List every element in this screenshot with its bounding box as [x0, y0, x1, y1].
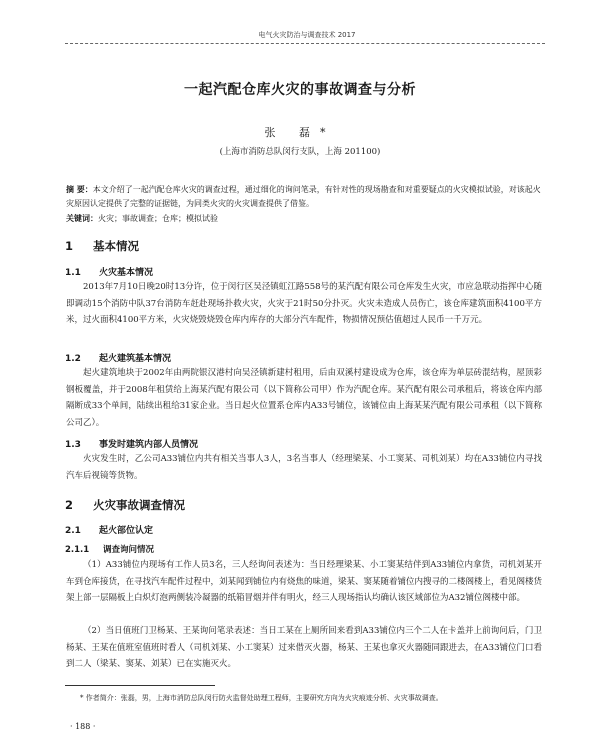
section-title: 起火部位认定 — [99, 526, 154, 536]
section-1-1-heading — [65, 265, 153, 278]
header-rule — [65, 43, 545, 44]
section-2-1-1-paragraph-2: （2）当日值班门卫杨某、王某询问笔录表述：当日工某在上厕所回来看到A33铺位内三个二人在卡盖并上前询问后，门卫杨某、王某在值班室值班时看人（司机刘某、小工窦某）过来借灭火器，杨某、王某也拿灭火器随同跟进去，在A33铺位门口看到二人（梁某、窦某、刘某）已在实施灭火。 — [66, 626, 542, 669]
section-number: 2 — [65, 498, 74, 512]
section-number: 1 — [65, 239, 74, 253]
article-title: 一起汽配仓库火灾的事故调查与分析 — [184, 82, 416, 98]
section-1-2-heading — [65, 351, 171, 364]
keywords — [66, 212, 542, 226]
section-number: 1.1 — [65, 268, 81, 278]
author-affiliation: (上海市消防总队闵行支队，上海 201100) — [219, 147, 381, 157]
section-title: 调查询问情况 — [103, 545, 155, 555]
section-title: 起火建筑基本情况 — [99, 354, 172, 364]
section-1-1-paragraph: 2013年7月10日晚20时13分许，位于闵行区吴泾镇虹江路558号的某汽配有限公司仓库发生火灾，市应急联动指挥中心随即调动15个消防中队37台消防车赶赴现场扑救火灾，火灾于21时50分扑灭。火灾未造成人员伤亡，该仓库建筑面积4100平方米，过火面积4100平方米，火灾烧毁烧毁仓库内库存的大部分汽车配件，物损情况预估值超过人民币一千万元。 — [66, 282, 542, 325]
section-2-heading — [65, 497, 185, 513]
section-2-1-heading — [65, 523, 153, 536]
section-title: 火灾基本情况 — [99, 268, 154, 278]
section-title: 基本情况 — [93, 239, 139, 253]
author-footnote: * 作者简介：张磊，男，上海市消防总队闵行防火监督处助理工程师，主要研究方向为火灾痕迹分析、火灾事故调查。 — [80, 694, 443, 702]
page-number: · 188 · — [70, 722, 96, 731]
running-head: 电气火灾防治与调查技术 2017 — [258, 31, 356, 39]
section-number: 2.1.1 — [65, 545, 90, 555]
section-2-1-1-heading — [65, 543, 154, 555]
section-2-1-1-paragraph-1: （1）A33铺位内现场有工作人员3名，三人经询问表述为：当日经理梁某、小工窦某结伴到A33铺位内拿货，司机刘某开车到仓库接货，在寻找汽车配件过程中，刘某闻到铺位内有烧焦的味道，梁某、窦某随着铺位内搜寻的二楼阁楼上，看见阁楼货架上部一层隔板上白炽灯泡两侧装冷凝器的纸箱冒烟并伴有明火，经三人现场指认均确认该区域部位为A32铺位阁楼中部。 — [66, 560, 543, 603]
author-name: 张 磊* — [264, 126, 336, 139]
section-1-3-paragraph: 火灾发生时，乙公司A33铺位内共有相关当事人3人，3名当事人（经理梁某、小工窦某、司机刘某）均在A33铺位内寻找汽车后视镜等货物。 — [66, 454, 542, 481]
section-1-3-heading — [65, 437, 198, 450]
abstract — [66, 183, 542, 211]
abstract-label: 摘 要： — [66, 185, 93, 194]
section-title: 火灾事故调查情况 — [93, 498, 185, 512]
section-1-2-paragraph: 起火建筑地块于2002年由两院银汉港村向吴泾镇新建村租用，后由双溪村建设成为仓库，该仓库为单层砖混结构，屋顶彩钢板覆盖，并于2008年租赁给上海某汽配有限公司（以下简称公司甲）作为汽配仓库。某汽配有限公司承租后，将该仓库内部隔断成33个单间，陆续出租给31家企业。当日起火位置系仓库内A33号铺位，该铺位由上海某某汽配有限公司承租（以下简称公司乙）。 — [66, 368, 542, 428]
section-title: 事发时建筑内部人员情况 — [99, 440, 199, 450]
keywords-label: 关键词： — [66, 214, 98, 223]
section-1-heading — [65, 238, 139, 254]
section-number: 1.2 — [65, 354, 81, 364]
footnote-rule — [65, 685, 215, 686]
section-number: 2.1 — [65, 526, 81, 536]
section-number: 1.3 — [65, 440, 81, 450]
keywords-text: 火灾；事故调查；仓库；模拟试验 — [98, 214, 218, 223]
abstract-text: 本文介绍了一起汽配仓库火灾的调查过程，通过细化的询问笔录，有针对性的现场勘查和对重要疑点的火灾模拟试验，对该起火灾原因认定提供了完整的证据链，为同类火灾的火灾调查提供了借鉴。 — [66, 185, 541, 208]
